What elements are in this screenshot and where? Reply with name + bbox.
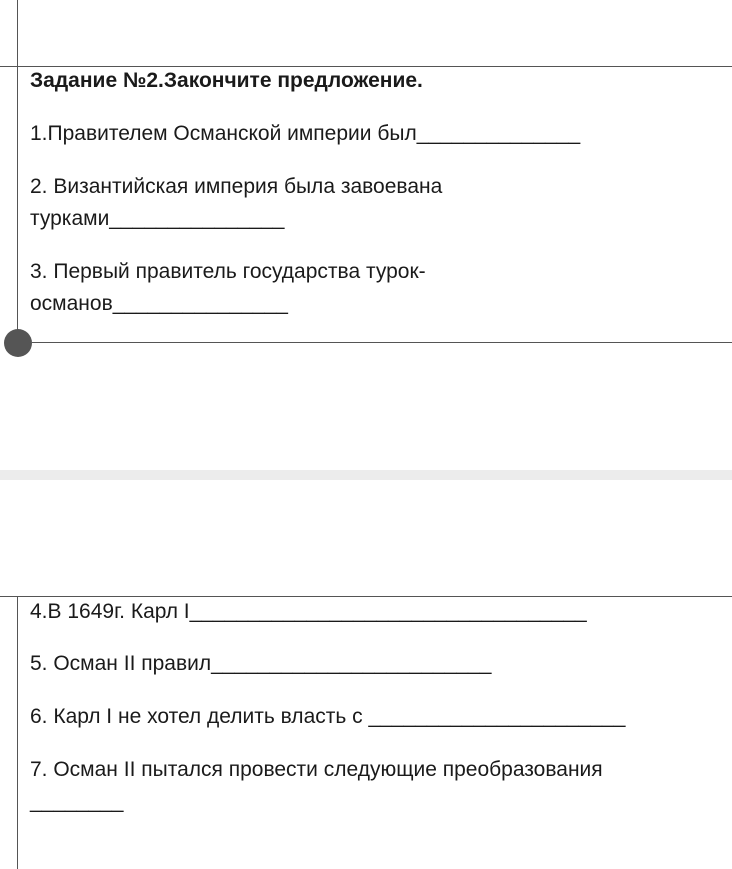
question-2-line-2: турками_______________ — [30, 207, 285, 230]
question-3-line-2: османов_______________ — [30, 292, 288, 315]
question-2-line-1: 2. Византийская империя была завоевана — [30, 175, 443, 198]
task-title: Задание №2.Закончите предложение. — [30, 69, 423, 92]
top-border — [0, 66, 732, 67]
question-4: 4.В 1649г. Карл I__________________________________ — [30, 600, 587, 623]
section1-bottom-border — [32, 342, 732, 343]
question-7-line-2: ________ — [30, 790, 124, 813]
margin-line-top — [17, 0, 18, 342]
question-5: 5. Осман II правил________________________ — [30, 652, 492, 675]
drag-handle[interactable] — [4, 329, 32, 357]
question-1: 1.Правителем Османской империи был______________ — [30, 122, 581, 145]
page-separator — [0, 470, 732, 480]
question-6: 6. Карл I не хотел делить власть с ______________________ — [30, 705, 626, 728]
margin-line-bottom — [17, 597, 18, 869]
question-7-line-1: 7. Осман II пытался провести следующие преобразования — [30, 758, 603, 781]
section2-top-border — [0, 596, 732, 597]
question-3-line-1: 3. Первый правитель государства турок- — [30, 260, 426, 283]
